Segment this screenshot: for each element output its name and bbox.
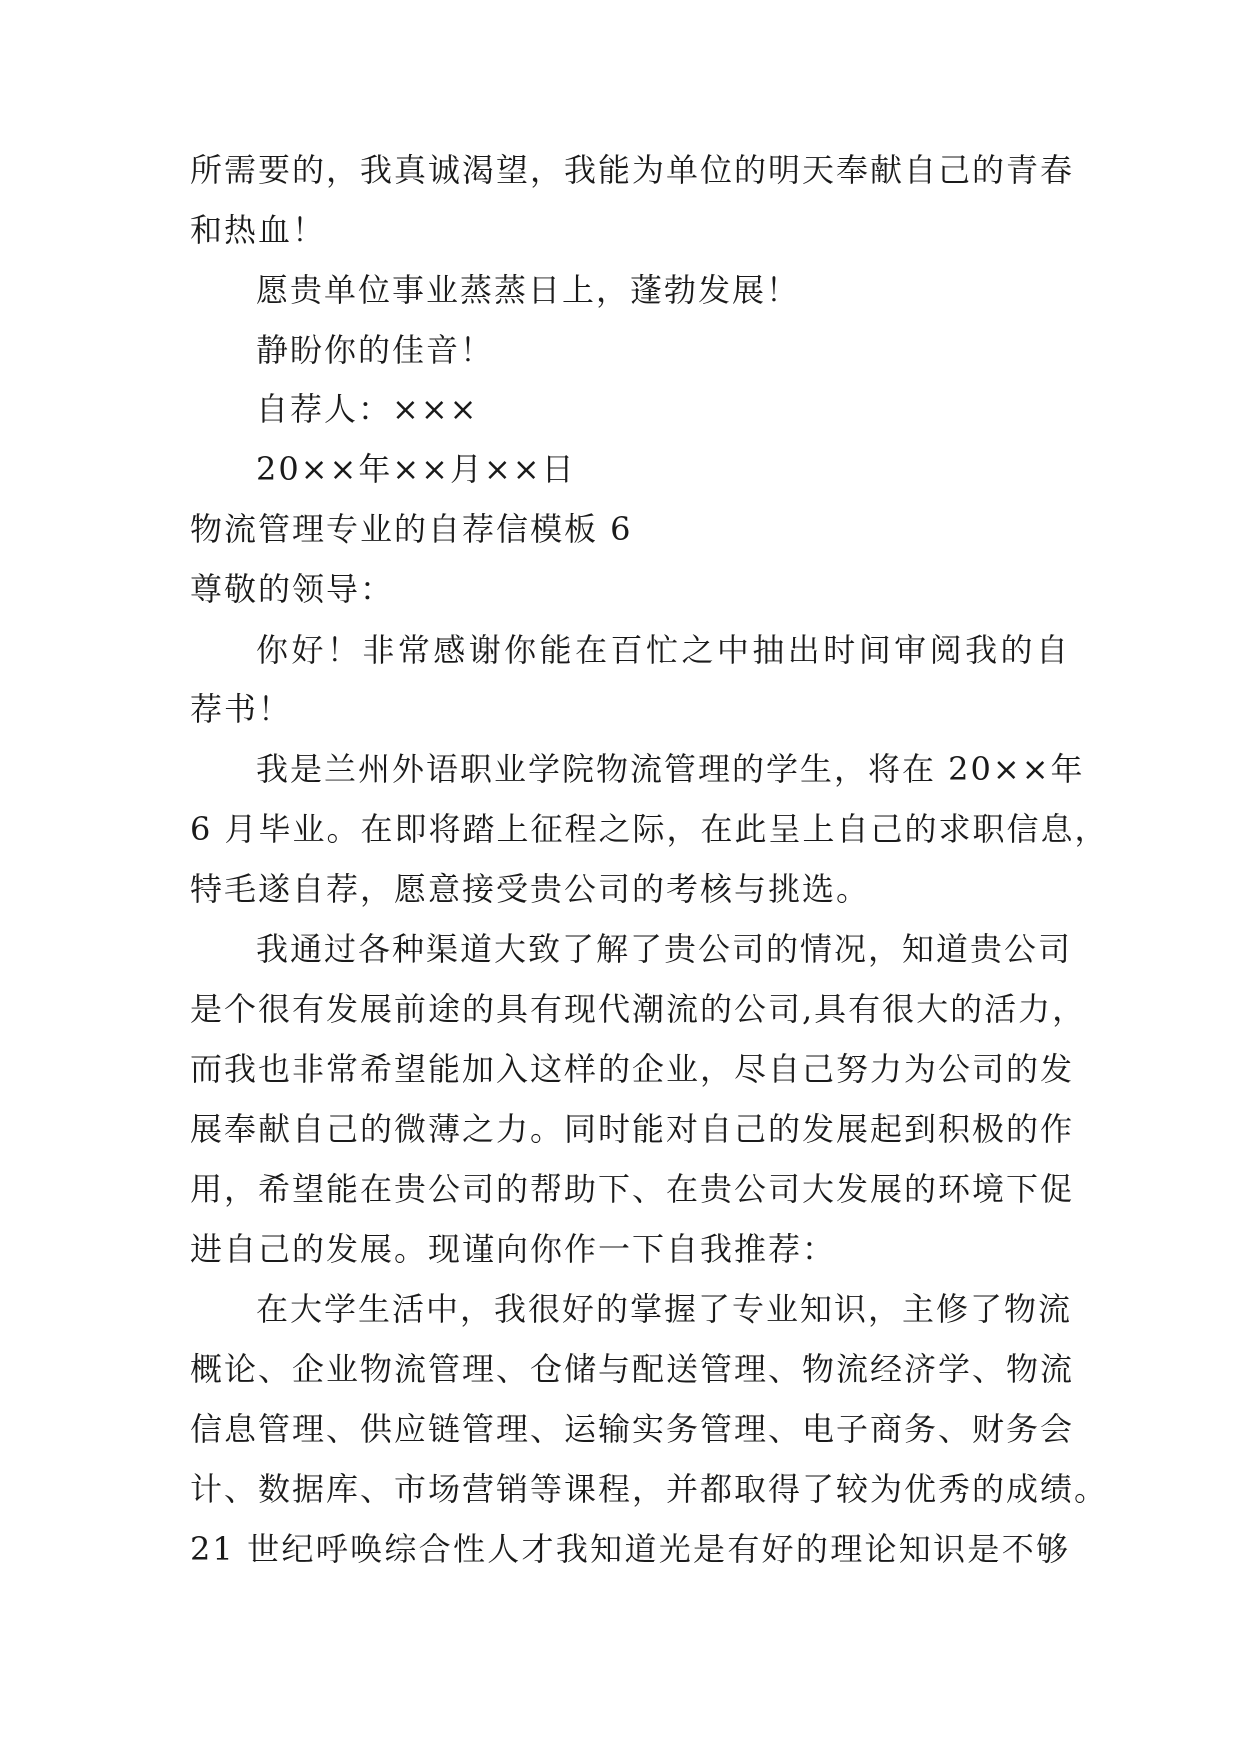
paragraph-line: 进自己的发展。现谨向你作一下自我推荐： <box>190 1230 837 1268</box>
paragraph-line: 6 月毕业。在即将踏上征程之际，在此呈上自己的求职信息， <box>190 810 1109 848</box>
paragraph-line: 信息管理、供应链管理、运输实务管理、电子商务、财务会 <box>190 1410 1075 1448</box>
paragraph-line: 我通过各种渠道大致了解了贵公司的情况，知道贵公司 <box>256 930 1073 968</box>
paragraph-line: 而我也非常希望能加入这样的企业，尽自己努力为公司的发 <box>190 1050 1075 1088</box>
closing-line: 静盼你的佳音！ <box>256 331 495 369</box>
paragraph-line: 在大学生活中，我很好的掌握了专业知识，主修了物流 <box>256 1290 1073 1328</box>
paragraph-line: 展奉献自己的微薄之力。同时能对自己的发展起到积极的作 <box>190 1110 1075 1148</box>
date-line: 20××年××月××日 <box>256 450 576 488</box>
paragraph-line: 是个很有发展前途的具有现代潮流的公司,具有很大的活力， <box>190 990 1087 1028</box>
paragraph-line: 你好！非常感谢你能在百忙之中抽出时间审阅我的自 <box>256 631 1070 669</box>
paragraph-line: 概论、企业物流管理、仓储与配送管理、物流经济学、物流 <box>190 1350 1075 1388</box>
paragraph-line: 21 世纪呼唤综合性人才我知道光是有好的理论知识是不够 <box>190 1530 1070 1568</box>
paragraph-line: 我是兰州外语职业学院物流管理的学生，将在 20××年 <box>256 750 1085 788</box>
closing-wish: 愿贵单位事业蒸蒸日上，蓬勃发展！ <box>256 271 801 309</box>
paragraph-line: 特毛遂自荐，愿意接受贵公司的考核与挑选。 <box>190 870 871 908</box>
salutation: 尊敬的领导： <box>190 570 395 608</box>
paragraph-line: 和热血！ <box>190 211 327 249</box>
paragraph-line: 所需要的，我真诚渴望，我能为单位的明天奉献自己的青春 <box>190 151 1075 189</box>
paragraph-line: 用，希望能在贵公司的帮助下、在贵公司大发展的环境下促 <box>190 1170 1075 1208</box>
paragraph-line: 计、数据库、市场营销等课程，并都取得了较为优秀的成绩。 <box>190 1470 1109 1508</box>
paragraph-line: 荐书！ <box>190 690 293 728</box>
section-title: 物流管理专业的自荐信模板 6 <box>190 510 633 548</box>
signature-line: 自荐人：××× <box>256 390 479 428</box>
